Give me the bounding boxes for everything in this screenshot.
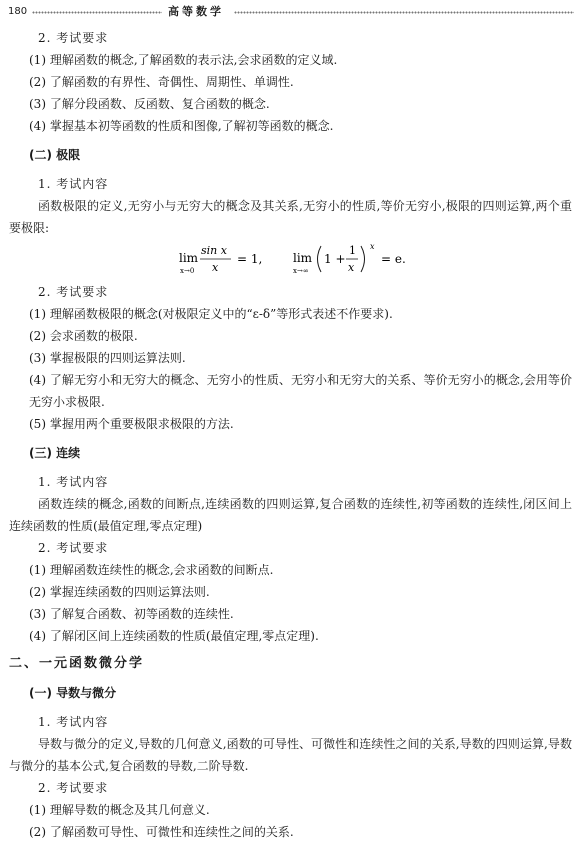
running-header [8, 4, 574, 20]
subheading-requirements: 2. 考试要求 [38, 31, 109, 45]
content-paragraph: 函数极限的定义,无穷小与无穷大的概念及其关系,无穷小的性质,等价无穷小,极限的四则运算,两个重要极限: [9, 199, 572, 235]
list-item: (1) 理解函数的概念,了解函数的表示法,会求函数的定义域. [29, 53, 338, 67]
list-item: (4) 掌握基本初等函数的性质和图像,了解初等函数的概念. [29, 119, 334, 133]
list-item: (2) 掌握连续函数的四则运算法则. [29, 585, 210, 599]
subheading-content: 1. 考试内容 [38, 475, 109, 489]
subheading-requirements: 2. 考试要求 [38, 541, 109, 555]
list-item: (3) 了解分段函数、反函数、复合函数的概念. [29, 97, 270, 111]
header-dotted-rule-right [234, 11, 574, 15]
subheading-requirements: 2. 考试要求 [38, 285, 109, 299]
lim-subscript: x→0 [180, 267, 195, 275]
fraction-denominator: x [348, 261, 355, 274]
chapter-heading: 二、一元函数微分学 [9, 656, 145, 671]
fraction-numerator: 1 [349, 244, 356, 257]
page-number: 180 [8, 6, 28, 17]
list-item: (2) 会求函数的极限. [29, 329, 138, 343]
section-heading-limits: (二) 极限 [29, 148, 81, 162]
list-item: (3) 了解复合函数、初等函数的连续性. [29, 607, 234, 621]
list-item: (1) 理解导数的概念及其几何意义. [29, 803, 210, 817]
section-heading-derivatives: (一) 导数与微分 [29, 686, 117, 700]
list-item: (4) 了解无穷小和无穷大的概念、无穷小的性质、无穷小和无穷大的关系、等价无穷小的概念,会用等价无穷小求极限. [29, 373, 572, 409]
header-dotted-rule-left [32, 11, 162, 15]
section-heading-continuity: (三) 连续 [29, 446, 81, 460]
one-plus: 1 + [324, 252, 346, 266]
subheading-requirements: 2. 考试要求 [38, 781, 109, 795]
list-item: (5) 掌握用两个重要极限求极限的方法. [29, 417, 234, 431]
running-title: 高等数学 [168, 5, 224, 18]
equals-one: = 1, [237, 252, 263, 266]
list-item: (4) 了解闭区间上连续函数的性质(最值定理,零点定理). [29, 629, 319, 643]
exponent: x [370, 242, 375, 251]
fraction-denominator: x [212, 261, 219, 274]
list-item: (3) 掌握极限的四则运算法则. [29, 351, 186, 365]
lim-operator: lim [293, 251, 313, 265]
list-item: (1) 理解函数连续性的概念,会求函数的间断点. [29, 563, 274, 577]
important-limits-formula [9, 241, 572, 279]
content-paragraph: 导数与微分的定义,导数的几何意义,函数的可导性、可微性和连续性之间的关系,导数的四则运算,导数与微分的基本公式,复合函数的导数,二阶导数. [9, 737, 572, 773]
list-item: (2) 了解函数可导性、可微性和连续性之间的关系. [29, 825, 294, 839]
subheading-content: 1. 考试内容 [38, 177, 109, 191]
list-item: (1) 理解函数极限的概念(对极限定义中的“ε-δ”等形式表述不作要求). [29, 307, 393, 321]
content-paragraph: 函数连续的概念,函数的间断点,连续函数的四则运算,复合函数的连续性,初等函数的连续性,闭区间上连续函数的性质(最值定理,零点定理) [9, 497, 572, 533]
fraction-numerator: sin x [201, 244, 227, 257]
lim-operator: lim [179, 251, 199, 265]
left-paren [318, 246, 322, 272]
lim-subscript: x→∞ [293, 267, 309, 275]
right-paren [361, 246, 365, 272]
equals-e: = e. [381, 252, 406, 266]
list-item: (2) 了解函数的有界性、奇偶性、周期性、单调性. [29, 75, 294, 89]
subheading-content: 1. 考试内容 [38, 715, 109, 729]
page-body [9, 27, 572, 843]
